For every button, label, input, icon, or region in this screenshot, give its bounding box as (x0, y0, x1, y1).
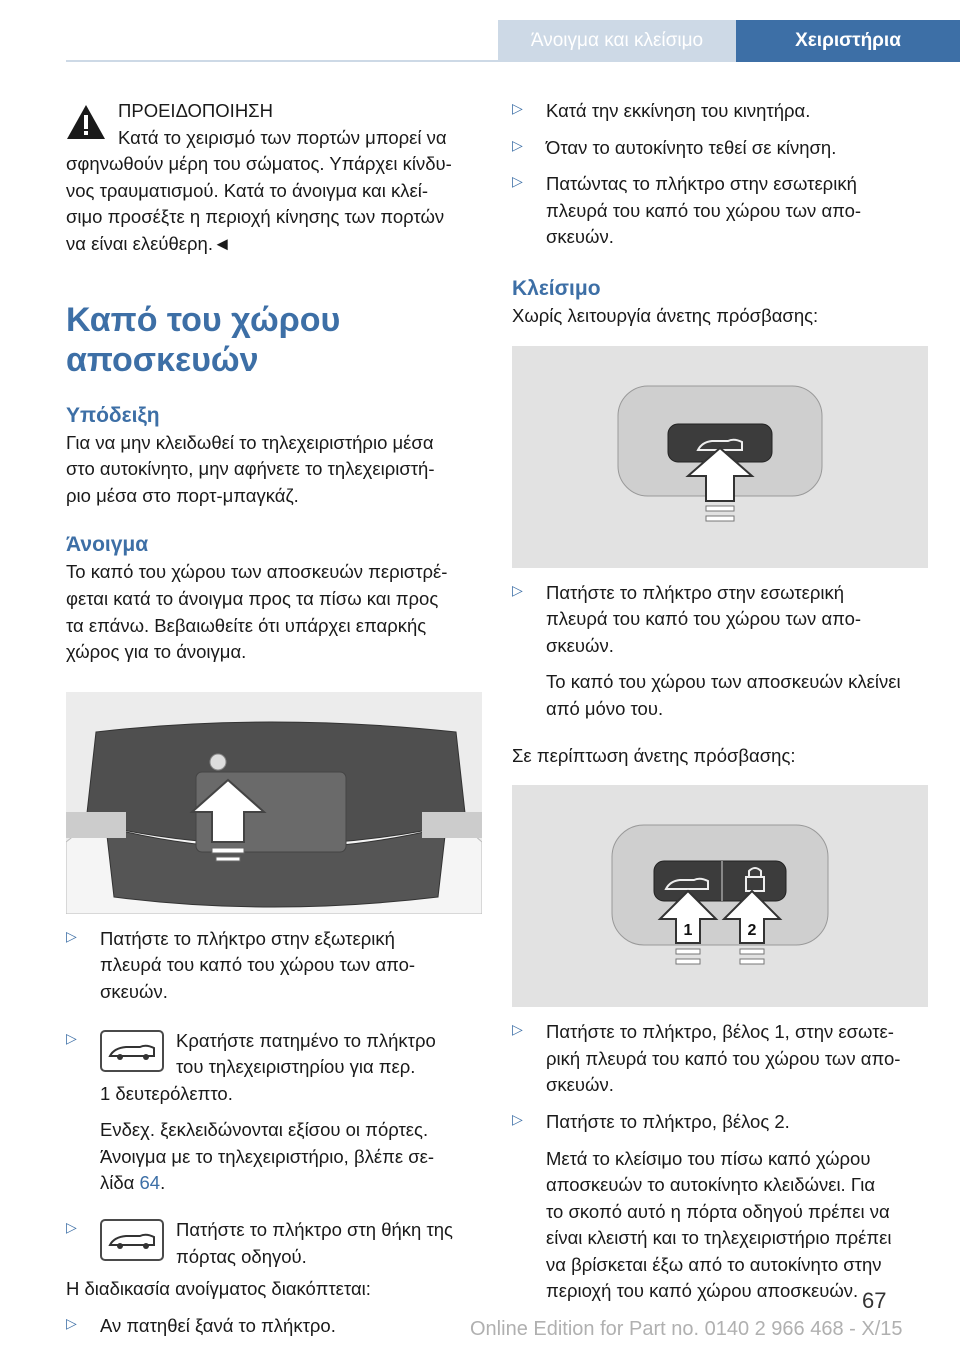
step-item (66, 1217, 482, 1270)
comfort-subheading: Σε περίπτωση άνετης πρόσβασης: (512, 744, 796, 766)
interrupt-text: Η διαδικασία ανοίγματος διακόπτεται: (66, 1278, 371, 1300)
section-title: Καπό του χώρου αποσκευών (66, 300, 341, 379)
step-note: Ενδεχ. ξεκλειδώνονται εξίσου οι πόρτες. (100, 1119, 429, 1141)
step-line: Πατήστε το πλήκτρο στην εσωτερική (546, 581, 845, 603)
warning-line: σιμο προσέξτε η περιοχή κίνησης των πορτών (66, 206, 445, 228)
step-item (66, 1028, 482, 1198)
triangle-bullet-icon: ▷ (512, 581, 523, 598)
comfort-buttons-illustration (512, 785, 928, 1007)
triangle-bullet-icon: ▷ (66, 1314, 77, 1331)
step-item (66, 926, 482, 1006)
step-note: περιοχή του καπό χώρου αποσκευών. (546, 1280, 859, 1302)
warning-line: Κατά το χειρισμό των πορτών μπορεί να (118, 126, 447, 148)
step-line: Πατήστε το πλήκτρο, βέλος 2. (546, 1110, 790, 1132)
header-section-tab: Άνοιγμα και κλείσιμο (498, 20, 736, 62)
car-trunk-icon (100, 1030, 164, 1072)
close-subheading: Χωρίς λειτουργία άνετης πρόσβασης: (512, 304, 819, 326)
step-item (512, 135, 928, 162)
warning-line: σφηνωθούν μέρη του σώματος. Υπάρχει κίνδυ- (66, 153, 452, 175)
triangle-bullet-icon: ▷ (66, 927, 77, 944)
warning-line: νος τραυματισμού. Κατά το άνοιγμα και κλεί- (66, 179, 429, 201)
close-heading: Κλείσιμο (512, 276, 601, 300)
step-line: σκευών. (546, 1074, 614, 1096)
step-line: πλευρά του καπό του χώρου των απο- (546, 608, 862, 630)
note-line: Για να μην κλειδωθεί το τηλεχειριστήριο μέσα (66, 431, 434, 453)
step-item (512, 1019, 928, 1099)
step-line: Πατήστε το πλήκτρο στη θήκη της (176, 1219, 453, 1241)
step-line: ρική πλευρά του καπό του χώρου των απο- (546, 1047, 901, 1069)
step-line: πόρτας οδηγού. (176, 1245, 307, 1267)
open-line: φεται κατά το άνοιγμα προς τα πίσω και προς (66, 587, 439, 609)
step-line: του τηλεχειριστηρίου για περ. (176, 1056, 416, 1078)
step-line: πλευρά του καπό του χώρου των απο- (100, 954, 416, 976)
step-note-ref: λίδα 64. (100, 1172, 166, 1194)
left-column (66, 98, 482, 1339)
open-line: τα επάνω. Βεβαιωθείτε ότι υπάρχει επαρκής (66, 614, 427, 636)
step-line: Κατά την εκκίνηση του κινητήρα. (546, 100, 811, 121)
triangle-bullet-icon: ▷ (512, 173, 523, 190)
warning-triangle-icon (66, 104, 106, 140)
step-line: Πατήστε το πλήκτρο στην εξωτερική (100, 927, 395, 949)
open-heading: Άνοιγμα (66, 533, 149, 557)
arrow-label-2: 2 (747, 922, 757, 940)
note-line: ριο μέσα στο πορτ-μπαγκάζ. (66, 484, 299, 506)
header-chapter-tab: Χειριστήρια (736, 20, 960, 62)
edition-footer: Online Edition for Part no. 0140 2 966 468 - X/15 (470, 1318, 903, 1340)
note-line: στο αυτοκίνητο, μην αφήνετε το τηλεχειριστή- (66, 458, 435, 480)
step-note: είναι κλειστή και το τηλεχειριστήριο πρέπει (546, 1227, 892, 1249)
step-line: 1 δευτερόλεπτο. (100, 1082, 233, 1104)
warning-box (66, 98, 482, 258)
step-item (512, 98, 928, 125)
step-item (66, 1313, 482, 1340)
step-note: Το καπό του χώρου των αποσκευών κλείνει (546, 671, 901, 693)
step-line: σκευών. (100, 980, 168, 1002)
step-note: αποσκευών το αυτοκίνητο κλειδώνει. Για (546, 1174, 876, 1196)
step-line: Αν πατηθεί ξανά το πλήκτρο. (100, 1314, 336, 1336)
step-item (512, 171, 928, 251)
warning-line: να είναι ελεύθερη.◄ (66, 232, 232, 254)
triangle-bullet-icon: ▷ (512, 1110, 523, 1127)
step-item (512, 1109, 928, 1305)
triangle-bullet-icon: ▷ (512, 136, 523, 153)
step-line: Πατήστε το πλήκτρο, βέλος 1, στην εσωτε- (546, 1021, 894, 1043)
note-heading: Υπόδειξη (66, 403, 160, 427)
step-line: Πατώντας το πλήκτρο στην εσωτερική (546, 173, 857, 195)
arrow-label-1: 1 (683, 922, 693, 940)
triangle-bullet-icon: ▷ (512, 100, 523, 116)
warning-title: ΠΡΟΕΙΔΟΠΟΙΗΣΗ (118, 100, 273, 121)
step-note: Μετά το κλείσιμο του πίσω καπό χώρου (546, 1147, 871, 1169)
triangle-bullet-icon: ▷ (66, 1029, 77, 1046)
page-number: 67 (862, 1288, 887, 1313)
car-trunk-illustration (66, 692, 482, 914)
step-line: πλευρά του καπό του χώρου των απο- (546, 199, 862, 221)
step-note: να βρίσκεται έξω από το αυτοκίνητο στην (546, 1253, 882, 1275)
step-note: από μόνο του. (546, 697, 664, 719)
car-trunk-icon (100, 1219, 164, 1261)
triangle-bullet-icon: ▷ (66, 1219, 77, 1236)
open-line: χώρος για το άνοιγμα. (66, 641, 247, 663)
step-note: Άνοιγμα με το τηλεχειριστήριο, βλέπε σε- (100, 1145, 435, 1167)
step-item (512, 580, 928, 723)
page-link[interactable]: 64 (139, 1172, 161, 1194)
step-line: Όταν το αυτοκίνητο τεθεί σε κίνηση. (546, 136, 837, 158)
step-note: το σκοπό αυτό η πόρτα οδηγού πρέπει να (546, 1200, 890, 1222)
header-rule (66, 60, 498, 62)
open-line: Το καπό του χώρου των αποσκευών περιστρέ- (66, 561, 448, 583)
right-column (512, 98, 928, 1305)
close-button-illustration (512, 346, 928, 568)
step-line: Κρατήστε πατημένο το πλήκτρο (176, 1029, 436, 1051)
step-line: σκευών. (546, 634, 614, 656)
step-line: σκευών. (546, 226, 614, 248)
triangle-bullet-icon: ▷ (512, 1021, 523, 1038)
